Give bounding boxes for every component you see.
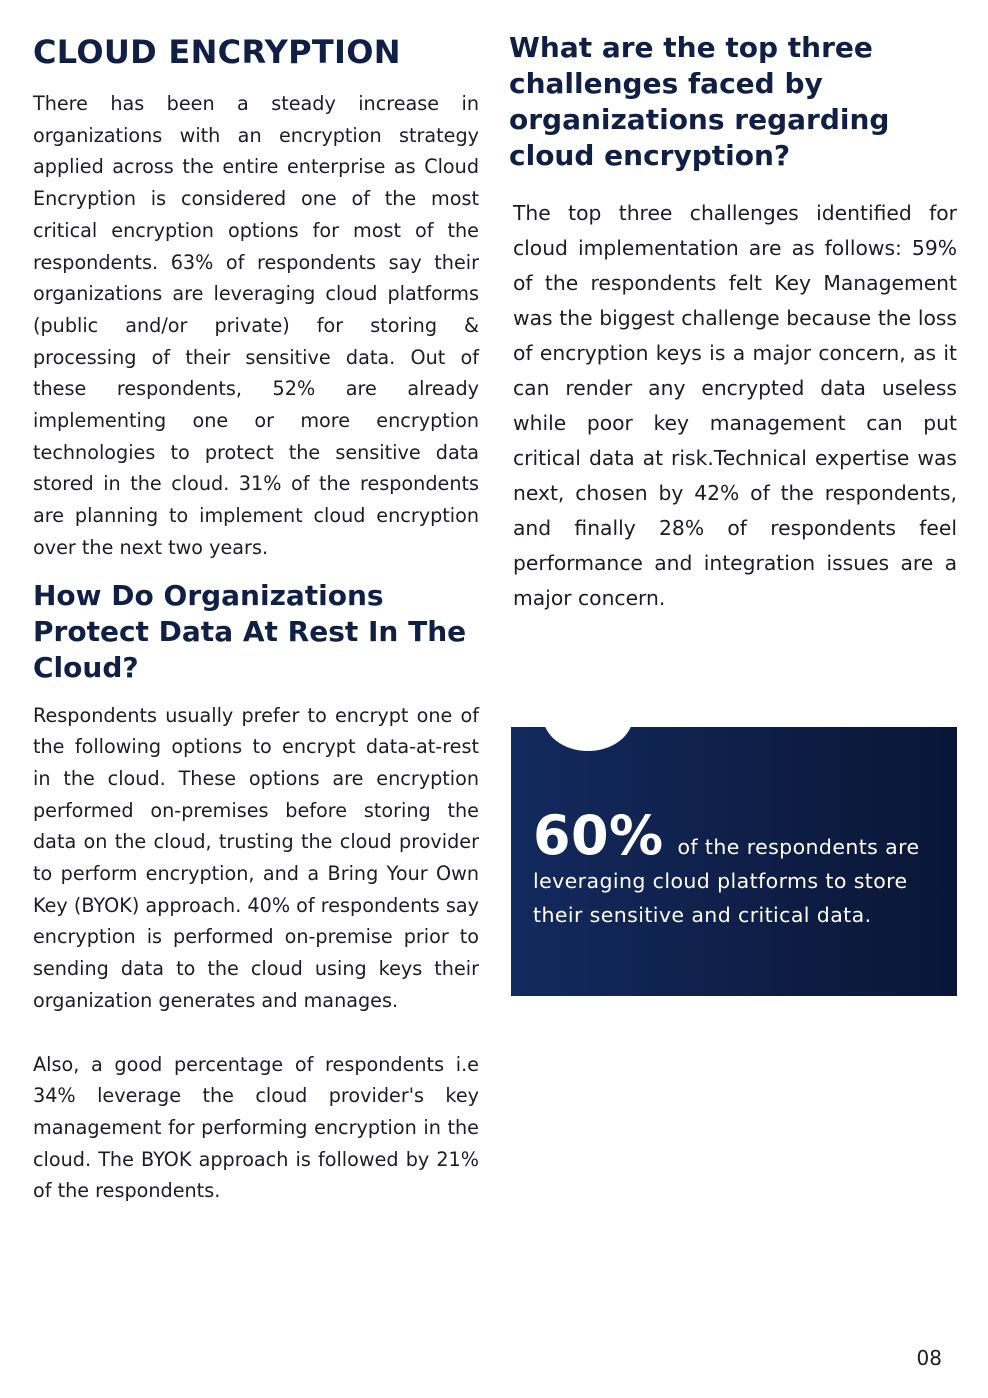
key-management-paragraph: Also, a good percentage of respondents i.e 34% leverage the cloud provider's key management for performing encryption in the cloud. The BYOK approach is followed by 21% of the respondents. [33,1052,479,1203]
stat-value: 60% [533,804,664,867]
page-title: CLOUD ENCRYPTION [33,33,401,71]
decorative-notch [543,727,633,751]
stat-description: of the respondents are leveraging cloud platforms to store their sensitive and critical data. [533,835,920,927]
section-heading-challenges: What are the top three challenges faced by organizations regarding cloud encryption? [509,31,890,172]
data-at-rest-paragraph: Respondents usually prefer to encrypt one of the following options to encrypt data-at-rest in the cloud. These options are encryption performed on-premises before storing the data on the cloud, trusting the cloud provider to perform encryption, and a Bring Your Own Key (BYOK) approach. 40% of respondents say encryption is performed on-premise prior to sending data to the cloud using keys their organization generates and manages. [33,703,479,1012]
stat-callout-box [511,727,957,996]
right-column [509,30,957,616]
intro-paragraph: There has been a steady increase in organizations with an encryption strategy applied across the entire enterprise as Cloud Encryption is considered one of the most critical encryption options for most of the respondents. 63% of respondents say their organizations are leveraging cloud platforms (public and/or private) for storing & processing of their sensitive data. Out of these respondents, 52% are already implementing one or more encryption technologies to protect the sensitive data stored in the cloud. 31% of the respondents are planning to implement cloud encryption over the next two years. [33,92,479,559]
challenges-paragraph: The top three challenges identified for cloud implementation are as follows: 59% of the respondents felt Key Management was the biggest challenge because the loss of encryption keys is a major concern, as it can render any encrypted data useless while poor key management can put critical data at risk.Technical expertise was next, chosen by 42% of the respondents, and finally 28% of respondents feel performance and integration issues are a major concern. [513,201,957,610]
paragraph-spacer [33,1017,479,1049]
page-number: 08 [916,1346,942,1370]
left-column [33,30,479,1207]
section-heading-data-at-rest: How Do Organizations Protect Data At Rest In The Cloud? [33,578,467,684]
stat-content [533,804,943,932]
